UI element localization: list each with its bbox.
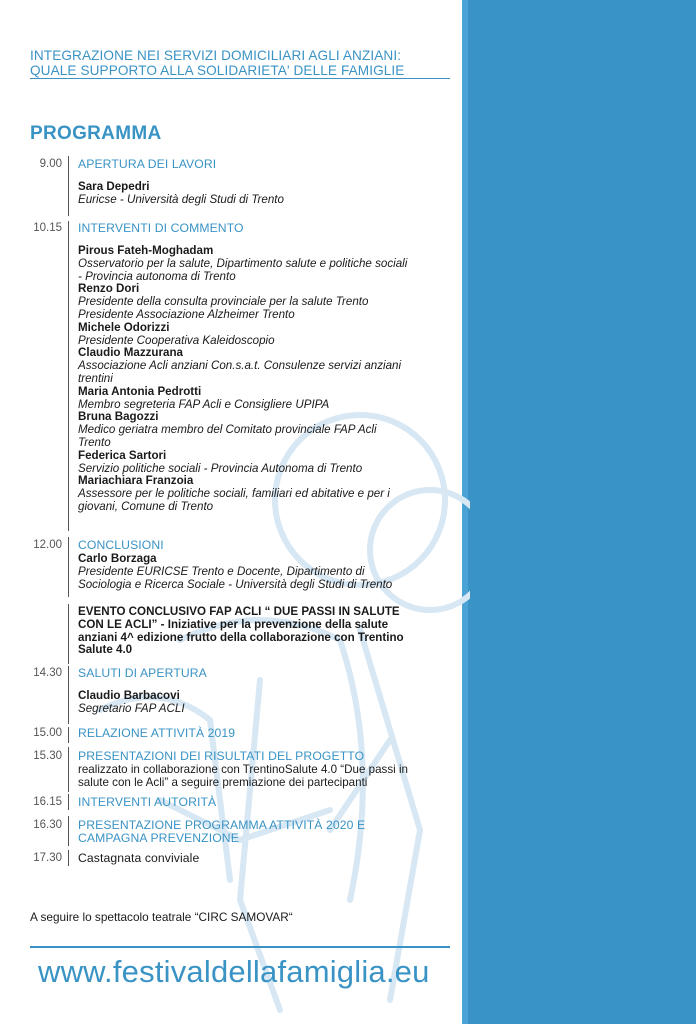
speaker-name: Claudio Barbacovi	[78, 689, 180, 702]
speaker-role: Euricse - Università degli Studi di Trento	[78, 192, 284, 206]
event-line-4: Salute 4.0	[78, 643, 133, 657]
section-label: APERTURA DEI LAVORI	[78, 157, 217, 171]
section-label-line-1: PRESENTAZIONE PROGRAMMA ATTIVITÀ 2020 E	[78, 818, 366, 832]
speaker-role: Assessore per le politiche sociali, familiari ed abitative e per i	[78, 487, 390, 501]
programma-heading: PROGRAMMA	[30, 123, 162, 144]
project-description	[78, 764, 453, 790]
timeline-segment-5	[68, 666, 69, 724]
speaker-name: Mariachiara Franzoia	[78, 474, 194, 488]
speaker-name: Carlo Borzaga	[78, 552, 157, 565]
time-label: 12.00	[33, 539, 62, 551]
speaker-role: Presidente EURICSE Trento e Docente, Dipartimento di	[78, 564, 365, 578]
section-label-line-2: CAMPAGNA PREVENZIONE	[78, 831, 239, 845]
speaker-role: Presidente Cooperativa Kaleidoscopio	[78, 333, 275, 347]
timeline-segment-6	[68, 727, 69, 743]
speaker-role: Membro segreteria FAP Acli e Consigliere UPIPA	[78, 397, 330, 411]
section-label: Castagnata conviviale	[78, 851, 200, 865]
speaker-role: Medico geriatra membro del Comitato provinciale FAP Acli	[78, 423, 377, 437]
speaker-role: - Provincia autonoma di Trento	[78, 269, 236, 283]
closing-note: A seguire lo spettacolo teatrale “CIRC SAMOVAR“	[30, 910, 293, 924]
speaker-role: giovani, Comune di Trento	[78, 499, 214, 513]
timeline-segment-1	[68, 156, 69, 216]
section-label: INTERVENTI DI COMMENTO	[78, 221, 244, 235]
speaker-name: Renzo Dori	[78, 282, 140, 296]
time-label: 14.30	[33, 667, 62, 679]
description-line-1: realizzato in collaborazione con TrentinoSalute 4.0 “Due passi in	[78, 763, 408, 776]
description-line-2: salute con le Acli” a seguire premiazione dei partecipanti	[78, 775, 368, 789]
section-label: CONCLUSIONI	[78, 538, 164, 552]
speaker-name: Bruna Bagozzi	[78, 410, 159, 424]
timeline-segment-8	[68, 794, 69, 810]
website-url: www.festivaldellafamiglia.eu	[38, 954, 430, 989]
footer-divider	[30, 946, 450, 948]
event-line-3: anziani 4^ edizione frutto della collaborazione con Trentino	[78, 630, 404, 644]
section-label: SALUTI DI APERTURA	[78, 666, 207, 680]
time-label: 17.30	[33, 852, 62, 864]
speaker-list	[78, 690, 453, 716]
section-label: INTERVENTI AUTORITÀ	[78, 795, 217, 809]
speaker-name: Federica Sartori	[78, 448, 167, 462]
speaker-list	[78, 553, 453, 591]
timeline-segment-7	[68, 747, 69, 792]
speaker-role: trentini	[78, 371, 113, 385]
speaker-role: Associazione Acli anziani Con.s.a.t. Consulenze servizi anziani	[78, 359, 402, 373]
event-line-1: EVENTO CONCLUSIVO FAP ACLI “ DUE PASSI IN SALUTE	[78, 605, 400, 618]
speaker-list	[78, 245, 453, 514]
speaker-role: Trento	[78, 435, 111, 449]
time-label: 16.30	[33, 819, 62, 831]
section-label: PRESENTAZIONI DEI RISULTATI DEL PROGETTO	[78, 749, 365, 763]
event-title-line-2: QUALE SUPPORTO ALLA SOLIDARIETA' DELLE FAMIGLIE	[30, 63, 405, 78]
right-blue-band	[462, 0, 696, 1024]
time-label: 16.15	[33, 796, 62, 808]
speaker-role: Osservatorio per la salute, Dipartimento salute e politiche sociali	[78, 256, 408, 270]
event-title-line-1: INTEGRAZIONE NEI SERVIZI DOMICILIARI AGLI ANZIANI:	[30, 48, 402, 63]
speaker-name: Michele Odorizzi	[78, 320, 170, 334]
speaker-role: Presidente Associazione Alzheimer Trento	[78, 307, 295, 321]
speaker-role: Servizio politiche sociali - Provincia Autonoma di Trento	[78, 461, 363, 475]
speaker-name: Sara Depedri	[78, 180, 150, 193]
section-label: RELAZIONE ATTIVITÀ 2019	[78, 726, 236, 740]
event-title	[30, 48, 455, 78]
speaker-name: Claudio Mazzurana	[78, 346, 184, 360]
time-label: 10.15	[33, 222, 62, 234]
timeline-segment-9	[68, 816, 69, 846]
speaker-role: Segretario FAP ACLI	[78, 701, 185, 715]
time-label: 15.00	[33, 727, 62, 739]
speaker-role: Presidente della consulta provinciale per la salute Trento	[78, 295, 369, 309]
timeline-segment-3	[68, 537, 69, 597]
closing-event-description	[78, 606, 453, 657]
time-label: 15.30	[33, 750, 62, 762]
timeline-segment-10	[68, 850, 69, 866]
speaker-role: Sociologia e Ricerca Sociale - Università degli Studi di Trento	[78, 577, 393, 591]
title-divider	[30, 78, 450, 79]
event-line-2: CON LE ACLI” - Iniziative per la prevenzione della salute	[78, 617, 389, 631]
speaker-list	[78, 181, 453, 207]
section-label	[78, 819, 458, 845]
timeline-segment-2	[68, 221, 69, 531]
speaker-name: Maria Antonia Pedrotti	[78, 384, 202, 398]
time-label: 9.00	[39, 158, 62, 170]
speaker-name: Pirous Fateh-Moghadam	[78, 244, 214, 257]
timeline-segment-4	[68, 604, 69, 664]
